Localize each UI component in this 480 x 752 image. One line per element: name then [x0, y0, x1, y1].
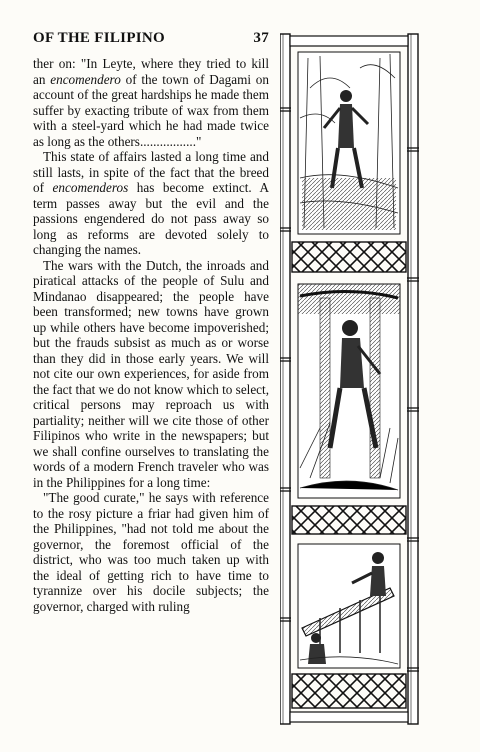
- illustration-press-workers: [298, 544, 400, 668]
- lattice-band-3: [292, 674, 406, 708]
- illustration-forest-figure: [298, 52, 400, 234]
- bamboo-cap-bottom: [290, 712, 408, 722]
- paragraph-2: This state of affairs lasted a long time and still lasts, in spite of the fact that the breed of encomenderos has become extinct. A term passes away but the evil and the passions engendered do not pass away so long as reforms are devoted solely to changing the names.: [33, 149, 269, 257]
- running-title: OF THE FILIPINO: [33, 30, 166, 46]
- decorative-bamboo-border: [280, 28, 420, 730]
- paragraph-1: ther on: "In Leyte, where they tried to kill an encomendero of the town of Dagami on account of the great hardships he made them suffer by exacting tribute of wax from them with a steel-yard which he had made twice as long as the others.................": [33, 56, 269, 149]
- body-text: [33, 56, 269, 614]
- lattice-band-1: [292, 242, 406, 272]
- illustration-panel: [280, 28, 420, 730]
- paragraph-4: "The good curate," he says with reference to the rosy picture a friar had given him of the Philippines, "had not told me about the governor, the foremost official of the district, who was too much taken up with the ideal of getting rich to have time to tyrannize over his docile subjects; the governor, charged with ruling: [33, 490, 269, 614]
- page-number: 37: [253, 30, 269, 46]
- running-header: [33, 30, 269, 52]
- bamboo-cap-top: [290, 36, 408, 46]
- bamboo-pole-left: [280, 34, 291, 724]
- lattice-band-2: [292, 506, 406, 534]
- bamboo-pole-right: [407, 34, 419, 724]
- illustration-tree-tapper: [298, 284, 400, 498]
- paragraph-3: The wars with the Dutch, the inroads and piratical attacks of the people of Sulu and Mindanao disappeared; the people have been transformed; new towns have grown up while others have become impoverished; but the frauds subsist as much as or worse than they did in those early years. We will not cite our own experiences, for aside from the fact that we do not know which to select, critical persons may reproach us with partiality; neither will we cite those of other Filipinos who write in the newspapers; but we shall confine ourselves to translating the words of a modern French traveler who was in the Philippines for a long time:: [33, 257, 269, 490]
